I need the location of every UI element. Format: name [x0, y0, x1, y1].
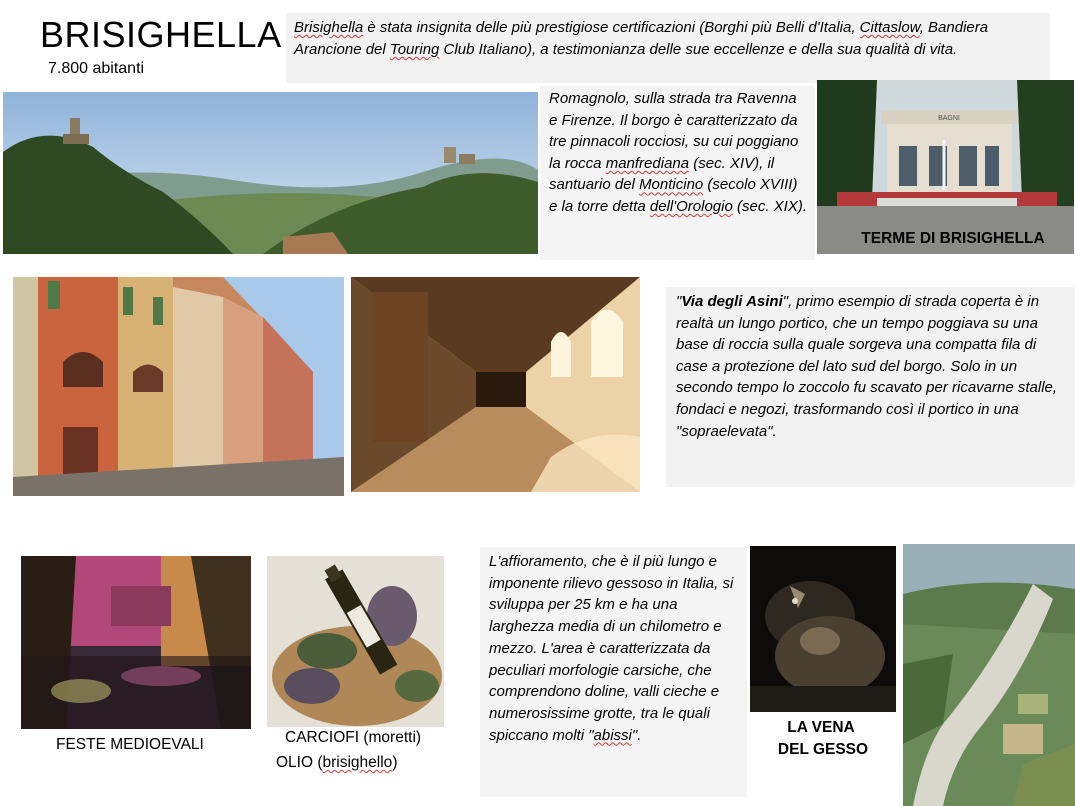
- vena-caption-line2: DEL GESSO: [777, 741, 869, 758]
- intro-brisighella: Brisighella: [294, 19, 364, 36]
- olio-part: ): [392, 754, 398, 771]
- romagnolo-part: (sec. XIX).: [732, 197, 808, 215]
- romagnolo-part: (secolo XVIII) e la torre detta: [549, 176, 798, 215]
- asini-text: [666, 287, 1075, 487]
- asini-quote-open: ": [676, 293, 682, 310]
- street-photo: [13, 277, 344, 496]
- asini-body: ", primo esempio di strada coperta è in realtà un lungo portico, che un tempo poggiava su una base di roccia sulla quale sorgeva una compatta fila di case a protezione del lato sud del borgo. Solo in un secondo tempo lo zoccolo fu scavato per ricavarne stalle, fondaci e negozi, trasformando così il portico in una "sopraelevata".: [676, 293, 1058, 440]
- intro-text: [286, 13, 1050, 83]
- terme-sign: BAGNI: [938, 115, 960, 122]
- panorama-photo: [3, 92, 538, 254]
- gesso-abissi: abissi: [593, 726, 632, 744]
- olio-caption: [276, 754, 397, 772]
- intro-part: è stata insignita delle più prestigiose certificazioni (Borghi più Belli d'Italia,: [363, 19, 860, 36]
- gesso-end: ".: [631, 726, 642, 744]
- romagnolo-text: [540, 86, 815, 260]
- page-title: BRISIGHELLA: [40, 14, 282, 55]
- romagnolo-orologio: dell'Orologio: [649, 197, 733, 215]
- population-label: 7.800 abitanti: [48, 60, 145, 77]
- intro-part: Club Italiano), a testimonianza delle sue eccellenze e della sua qualità di vita.: [439, 41, 958, 58]
- feste-caption: FESTE MEDIOEVALI: [56, 736, 204, 753]
- olio-part: OLIO (: [276, 754, 323, 771]
- aerial-photo: [903, 544, 1075, 806]
- romagnolo-monticino: Monticino: [639, 176, 704, 194]
- romagnolo-part: Romagnolo, sulla strada tra Ravenna e Firenze. Il borgo è caratterizzato da tre pinnacoli rocciosi, su cui poggiano la rocca: [549, 90, 799, 172]
- asini-title: Via degli Asini: [681, 293, 783, 310]
- olio-brisighello: brisighello: [322, 754, 393, 771]
- intro-cittaslow: Cittaslow: [859, 19, 920, 36]
- romagnolo-part: (sec. XIV), il santuario del: [549, 154, 775, 194]
- feste-photo: [21, 556, 251, 729]
- terme-caption: TERME DI BRISIGHELLA: [861, 230, 1045, 247]
- cave-photo: [750, 546, 896, 712]
- carciofi-photo: [267, 556, 444, 727]
- carciofi-caption: CARCIOFI (moretti): [285, 729, 422, 746]
- vena-caption-line1: LA VENA: [787, 719, 855, 736]
- intro-touring: Touring: [389, 41, 440, 58]
- terme-photo: [817, 80, 1074, 254]
- intro-part: , Bandiera Arancione del: [294, 19, 989, 58]
- romagnolo-manfrediana: manfrediana: [605, 154, 690, 172]
- portico-photo: [351, 277, 640, 492]
- gesso-text: [480, 547, 747, 797]
- gesso-body: L'affioramento, che è il più lungo e imponente rilievo gessoso in Italia, si sviluppa per 25 km e ha una larghezza media di un chilometro e mezzo. L'area è caratterizzata da peculiari morfologie carsiche, che comprendono doline, valli cieche e numerosissime grotte, tra le quali spiccano molti ": [489, 553, 734, 744]
